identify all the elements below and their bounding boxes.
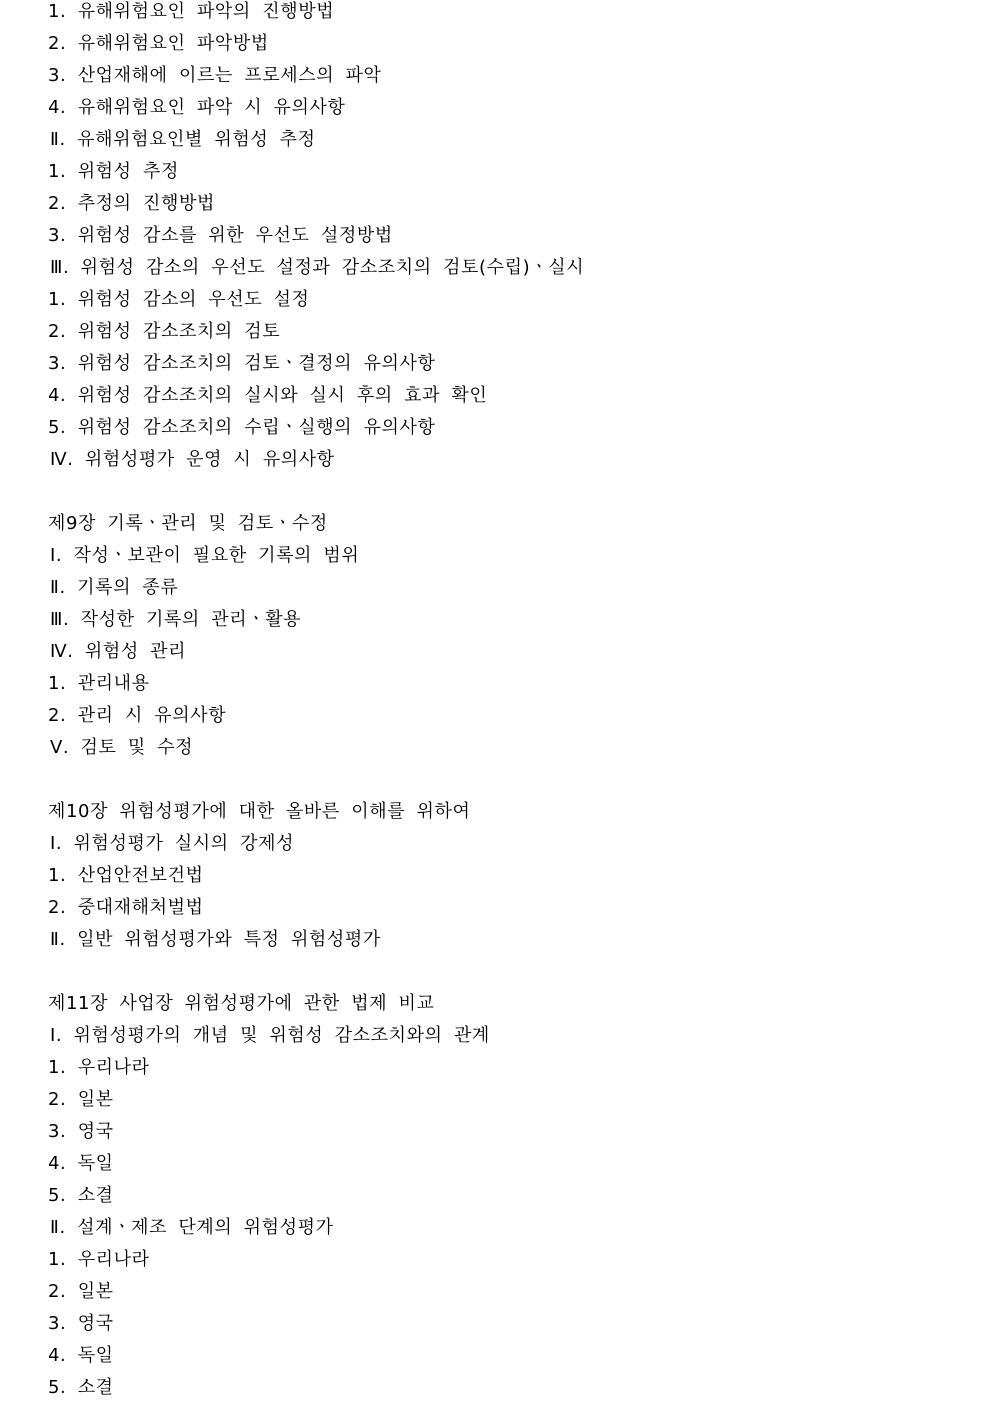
toc-item: 3. 산업재해에 이르는 프로세스의 파악 — [48, 65, 382, 86]
toc-section: Ⅰ. 위험성평가의 개념 및 위험성 감소조치와의 관계 — [50, 1025, 490, 1046]
toc-item: 3. 위험성 감소조치의 검토ㆍ결정의 유의사항 — [48, 353, 436, 374]
block-spacer — [48, 764, 948, 796]
toc-item: 5. 위험성 감소조치의 수립ㆍ실행의 유의사항 — [48, 417, 436, 438]
block-spacer — [48, 956, 948, 988]
toc-block-chapter-11 — [48, 988, 948, 1404]
toc-item: 3. 영국 — [48, 1121, 114, 1142]
toc-item: 2. 일본 — [48, 1089, 114, 1110]
toc-item: 1. 위험성 추정 — [48, 161, 179, 182]
toc-section: Ⅲ. 작성한 기록의 관리ㆍ활용 — [50, 609, 302, 630]
block-spacer — [48, 476, 948, 508]
toc-item: 3. 위험성 감소를 위한 우선도 설정방법 — [48, 225, 393, 246]
toc-section: Ⅴ. 검토 및 수정 — [50, 737, 194, 758]
toc-item: 5. 소결 — [48, 1377, 114, 1398]
toc-item: 2. 중대재해처벌법 — [48, 897, 204, 918]
toc-chapter-title: 제10장 위험성평가에 대한 올바른 이해를 위하여 — [48, 801, 471, 822]
toc-section: Ⅱ. 일반 위험성평가와 특정 위험성평가 — [50, 929, 381, 950]
toc-block-chapter-8-continued — [48, 0, 948, 476]
toc-item: 4. 유해위험요인 파악 시 유의사항 — [48, 97, 346, 118]
toc-section: Ⅲ. 위험성 감소의 우선도 설정과 감소조치의 검토(수립)ㆍ실시 — [50, 257, 585, 278]
toc-item: 2. 일본 — [48, 1281, 114, 1302]
toc-chapter-title: 제9장 기록ㆍ관리 및 검토ㆍ수정 — [48, 513, 328, 534]
toc-item: 4. 독일 — [48, 1153, 114, 1174]
toc-section: Ⅱ. 설계ㆍ제조 단계의 위험성평가 — [50, 1217, 334, 1238]
toc-section: Ⅰ. 작성ㆍ보관이 필요한 기록의 범위 — [50, 545, 360, 566]
toc-item: 2. 관리 시 유의사항 — [48, 705, 227, 726]
toc-item: 1. 산업안전보건법 — [48, 865, 204, 886]
toc-chapter-title: 제11장 사업장 위험성평가에 관한 법제 비교 — [48, 993, 435, 1014]
toc-item: 3. 영국 — [48, 1313, 114, 1334]
toc-section: Ⅳ. 위험성 관리 — [50, 641, 187, 662]
toc-item: 4. 독일 — [48, 1345, 114, 1366]
toc-item: 1. 관리내용 — [48, 673, 150, 694]
toc-section: Ⅱ. 유해위험요인별 위험성 추정 — [50, 129, 316, 150]
toc-item: 1. 유해위험요인 파악의 진행방법 — [48, 1, 335, 22]
toc-item: 5. 소결 — [48, 1185, 114, 1206]
toc-block-chapter-10 — [48, 796, 948, 956]
toc-section: Ⅱ. 기록의 종류 — [50, 577, 179, 598]
toc-item: 2. 위험성 감소조치의 검토 — [48, 321, 281, 342]
toc-item: 1. 우리나라 — [48, 1249, 150, 1270]
toc-item: 1. 위험성 감소의 우선도 설정 — [48, 289, 310, 310]
toc-item: 2. 유해위험요인 파악방법 — [48, 33, 269, 54]
toc-item: 4. 위험성 감소조치의 실시와 실시 후의 효과 확인 — [48, 385, 488, 406]
toc-section: Ⅰ. 위험성평가 실시의 강제성 — [50, 833, 295, 854]
toc-item: 2. 추정의 진행방법 — [48, 193, 215, 214]
toc-item: 1. 우리나라 — [48, 1057, 150, 1078]
toc-block-chapter-9 — [48, 508, 948, 764]
table-of-contents — [48, 0, 948, 1404]
toc-section: Ⅳ. 위험성평가 운영 시 유의사항 — [50, 449, 335, 470]
